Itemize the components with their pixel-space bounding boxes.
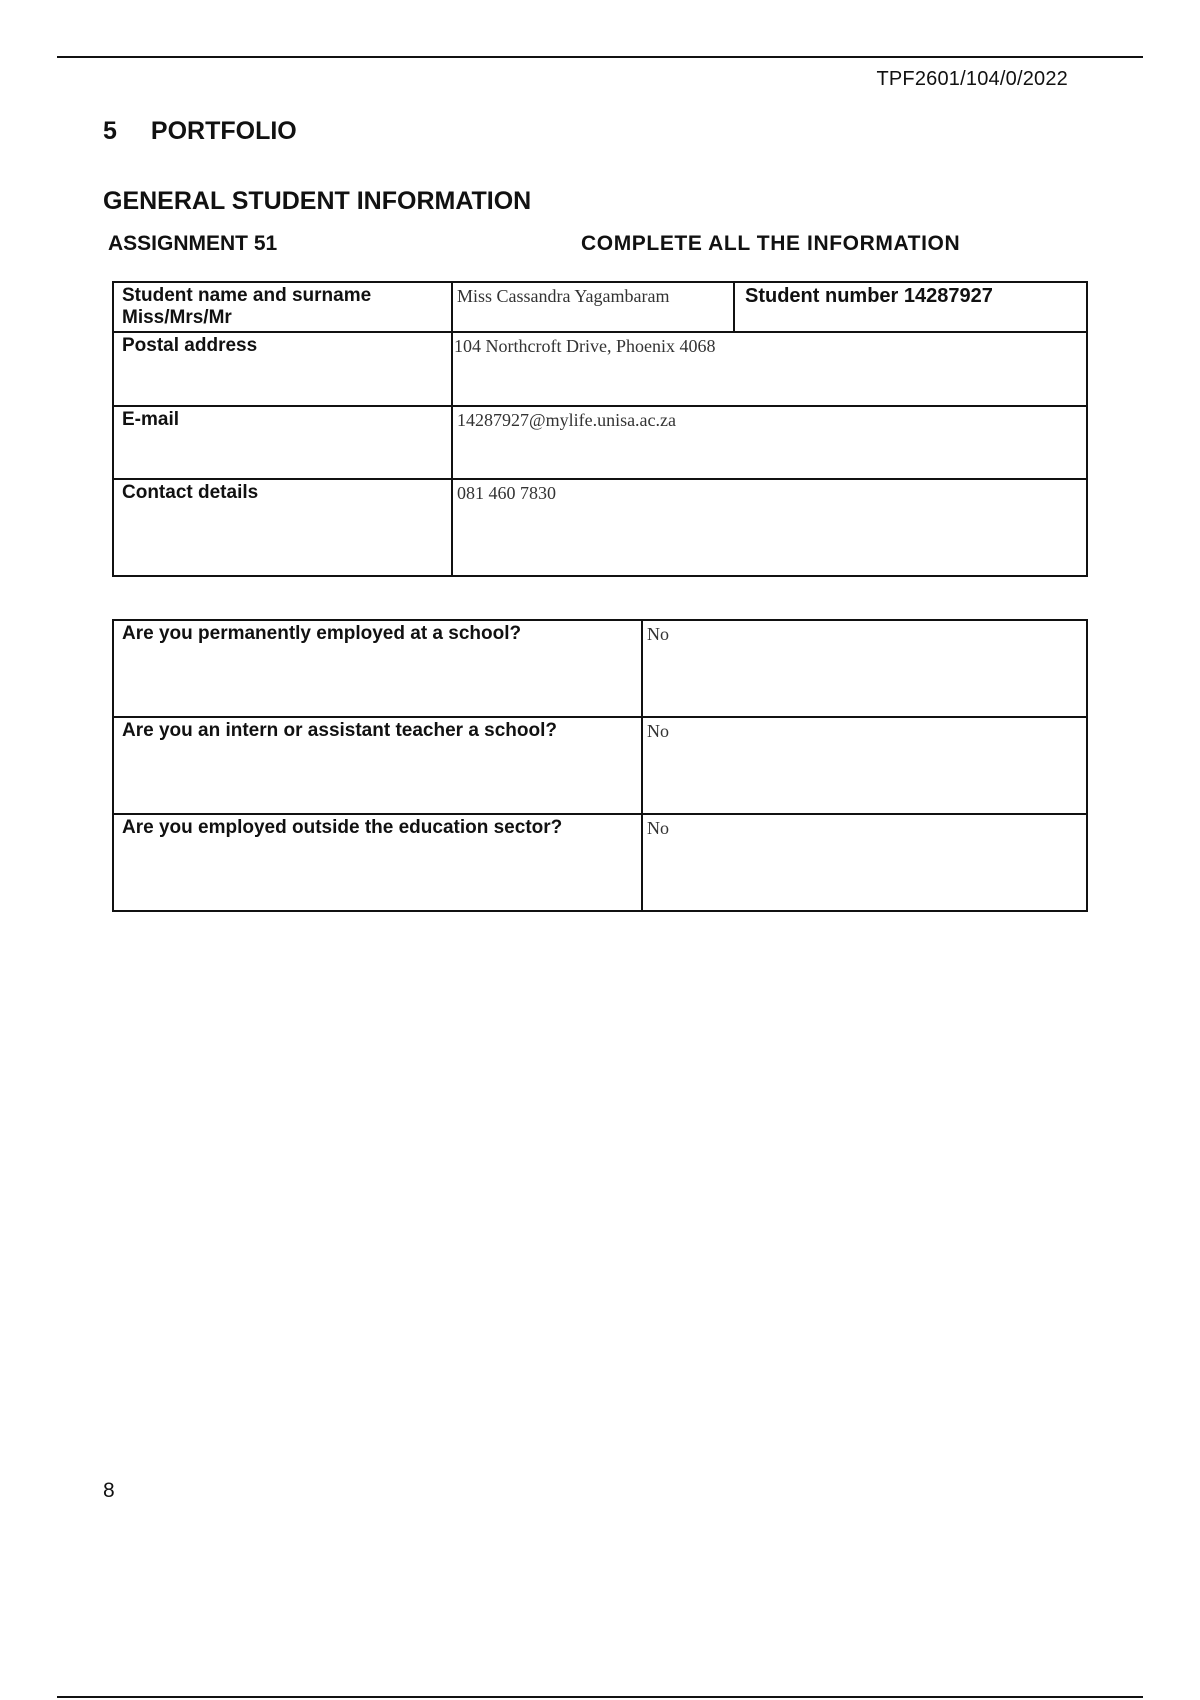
document-code: TPF2601/104/0/2022 — [876, 68, 1068, 90]
table-row — [113, 814, 1087, 911]
table-row — [113, 479, 1087, 576]
postal-address-label: Postal address — [113, 332, 452, 406]
student-number-field[interactable]: Student number 14287927 — [734, 282, 1087, 332]
page-title: GENERAL STUDENT INFORMATION — [103, 187, 532, 215]
section-heading — [103, 117, 297, 146]
employment-table — [112, 619, 1088, 912]
postal-address-field[interactable]: 104 Northcroft Drive, Phoenix 4068 — [452, 332, 1087, 406]
employment-answer-field[interactable]: No — [642, 620, 1087, 717]
name-field[interactable]: Miss Cassandra Yagambaram — [452, 282, 734, 332]
table-row — [113, 332, 1087, 406]
employment-question: Are you permanently employed at a school? — [113, 620, 642, 717]
title-options-label: Miss/Mrs/Mr — [122, 307, 232, 328]
contact-details-field[interactable]: 081 460 7830 — [452, 479, 1087, 576]
table-row — [113, 282, 1087, 332]
employment-question: Are you employed outside the education sector? — [113, 814, 642, 911]
section-title: PORTFOLIO — [150, 117, 297, 145]
table-row — [113, 717, 1087, 814]
page-number: 8 — [103, 1479, 115, 1502]
email-field[interactable]: 14287927@mylife.unisa.ac.za — [452, 406, 1087, 479]
bottom-rule — [57, 1696, 1143, 1698]
employment-question: Are you an intern or assistant teacher a school? — [113, 717, 642, 814]
top-rule — [57, 56, 1143, 58]
table-row — [113, 620, 1087, 717]
table-row — [113, 406, 1087, 479]
instruction-text: COMPLETE ALL THE INFORMATION — [581, 232, 961, 255]
student-info-table — [112, 281, 1088, 577]
employment-answer-field[interactable]: No — [642, 717, 1087, 814]
assignment-label: ASSIGNMENT 51 — [108, 232, 278, 255]
name-label-cell — [113, 282, 452, 332]
name-label: Student name and surname — [122, 285, 372, 306]
employment-answer-field[interactable]: No — [642, 814, 1087, 911]
email-label: E-mail — [113, 406, 452, 479]
contact-details-label: Contact details — [113, 479, 452, 576]
section-number: 5 — [103, 117, 117, 145]
